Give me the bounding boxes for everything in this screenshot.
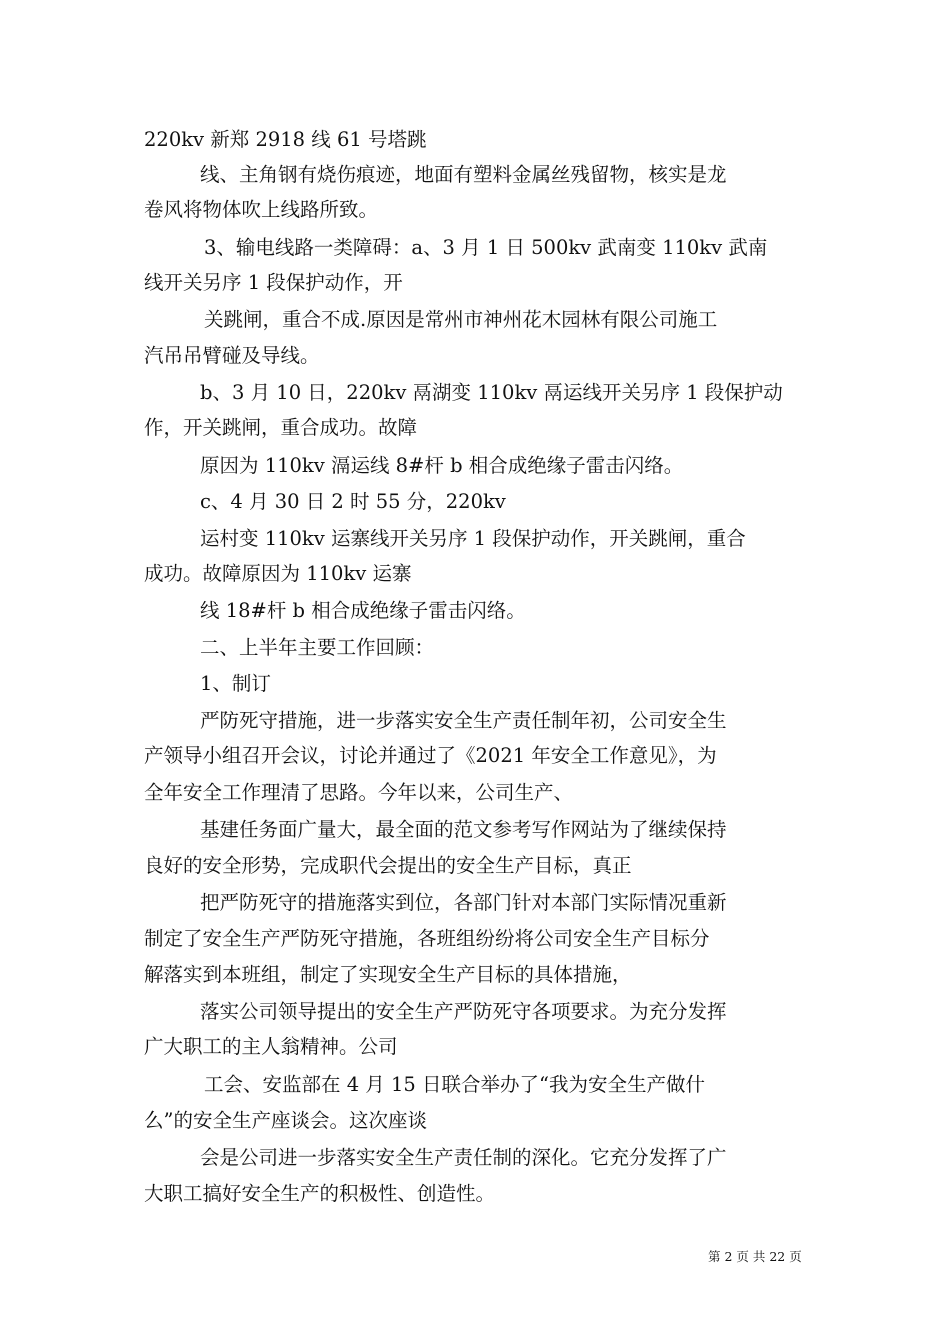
text-line: 制定了安全生产严防死守措施，各班组纷纷将公司安全生产目标分 (144, 927, 710, 950)
page-number-footer: 第 2 页 共 22 页 (708, 1249, 802, 1264)
text-line: 大职工搞好安全生产的积极性、创造性。 (144, 1182, 496, 1205)
text-line: 落实公司领导提出的安全生产严防死守各项要求。为充分发挥 (200, 1000, 727, 1023)
text-line: c、4 月 30 日 2 时 55 分，220kv (200, 490, 506, 513)
text-line: 基建任务面广量大，最全面的范文参考写作网站为了继续保持 (200, 818, 727, 841)
text-line: 关跳闸，重合不成.原因是常州市神州花木园林有限公司施工 (204, 308, 718, 331)
text-line: 1、制订 (200, 672, 271, 695)
text-line: 运村变 110kv 运寨线开关另序 1 段保护动作，开关跳闸，重合 (200, 527, 746, 550)
text-line: 工会、安监部在 4 月 15 日联合举办了“我为安全生产做什 (204, 1073, 705, 1096)
text-line: 成功。故障原因为 110kv 运寨 (144, 562, 412, 585)
text-line: 线开关另序 1 段保护动作，开 (144, 271, 403, 294)
text-line: 会是公司进一步落实安全生产责任制的深化。它充分发挥了广 (200, 1146, 727, 1169)
text-line: 汽吊吊臂碰及导线。 (144, 344, 320, 367)
text-line: 广大职工的主人翁精神。公司 (144, 1035, 398, 1058)
text-line: b、3 月 10 日，220kv 鬲湖变 110kv 鬲运线开关另序 1 段保护动 (200, 381, 783, 404)
text-line: 线 18#杆 b 相合成绝缘子雷击闪络。 (200, 599, 526, 622)
text-line: 作，开关跳闸，重合成功。故障 (144, 416, 418, 439)
text-line: 线、主角钢有烧伤痕迹，地面有塑料金属丝残留物，核实是龙 (200, 163, 727, 186)
text-line: 么”的安全生产座谈会。这次座谈 (144, 1109, 427, 1132)
section-heading: 二、上半年主要工作回顾： (200, 636, 435, 659)
text-line: 3、输电线路一类障碍：a、3 月 1 日 500kv 武南变 110kv 武南 (204, 236, 768, 259)
text-line: 卷风将物体吹上线路所致。 (144, 198, 379, 221)
text-line: 严防死守措施，进一步落实安全生产责任制年初，公司安全生 (200, 709, 727, 732)
text-line: 220kv 新郑 2918 线 61 号塔跳 (144, 128, 427, 151)
text-line: 原因为 110kv 滆运线 8#杆 b 相合成绝缘子雷击闪络。 (200, 454, 684, 477)
text-line: 把严防死守的措施落实到位，各部门针对本部门实际情况重新 (200, 891, 727, 914)
text-line: 产领导小组召开会议，讨论并通过了《2021 年安全工作意见》，为 (144, 744, 717, 767)
text-line: 良好的安全形势，完成职代会提出的安全生产目标，真正 (144, 854, 632, 877)
text-line: 解落实到本班组，制定了实现安全生产目标的具体措施， (144, 963, 632, 986)
text-line: 全年安全工作理清了思路。今年以来，公司生产、 (144, 781, 574, 804)
